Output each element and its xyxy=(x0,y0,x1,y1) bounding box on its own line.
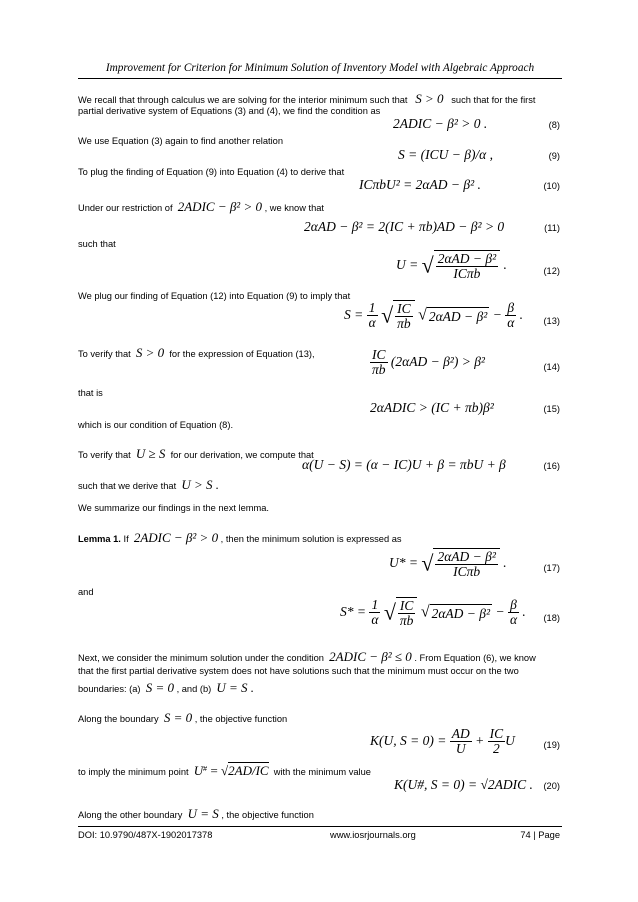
equation-12: U = √ $\frac{\text{2αAD − β²}}{\text{ICπb}}$ . xyxy=(396,251,507,282)
paragraph-7 xyxy=(78,346,315,361)
operator: − xyxy=(495,603,505,619)
text: boundaries: (a) xyxy=(78,684,141,694)
equation-number: (18) xyxy=(543,613,560,623)
radical-sign: √ xyxy=(383,599,396,625)
numerator: AD xyxy=(451,726,470,741)
radical-sign: √ xyxy=(420,603,430,621)
paragraph-12: We summarize our findings in the next lemma. xyxy=(78,503,270,513)
numerator: β xyxy=(510,597,517,612)
numerator: 1 xyxy=(371,597,379,612)
paragraph-2: We use Equation (3) again to find another relation xyxy=(78,136,284,146)
paragraph-13: and xyxy=(78,587,94,597)
paragraph-9: which is our condition of Equation (8). xyxy=(78,420,234,430)
numerator: β xyxy=(507,300,515,315)
text: To verify that xyxy=(78,450,131,460)
equation-number: (8) xyxy=(548,120,560,130)
numerator: IC xyxy=(489,726,504,741)
radical-sign: √ xyxy=(381,302,394,328)
text: such that for the first xyxy=(451,95,536,105)
operator: + xyxy=(475,732,485,748)
equation-9: S = (ICU − β)/α , xyxy=(398,147,494,162)
lhs: S = xyxy=(344,306,364,322)
paragraph-14-end xyxy=(78,681,254,696)
denominator: πb xyxy=(372,362,386,378)
text: Next, we consider the minimum solution under the condition xyxy=(78,653,324,663)
text: . From Equation (6), we know xyxy=(414,653,536,663)
text: , the objective function xyxy=(221,810,314,820)
inline-math: U = S . xyxy=(216,680,255,695)
text: If xyxy=(123,534,129,544)
equation-number: (12) xyxy=(543,266,560,276)
text: We recall that through calculus we are solving for the interior minimum such that xyxy=(78,95,408,105)
denominator: α xyxy=(371,612,379,628)
text: such that we derive that xyxy=(78,481,177,491)
text: Along the other boundary xyxy=(78,810,183,820)
denominator: πb xyxy=(397,316,411,332)
equation-14 xyxy=(370,348,485,377)
equation-number: (14) xyxy=(543,362,560,372)
footer-page-number: 74 | Page xyxy=(520,830,560,840)
footer-doi: DOI: 10.9790/487X-1902017378 xyxy=(78,830,213,840)
numerator: IC xyxy=(397,301,411,316)
lemma-label: Lemma 1. xyxy=(78,534,121,544)
text: , the objective function xyxy=(194,714,288,724)
equation-8: 2ADIC − β² > 0 . xyxy=(393,116,488,131)
equation-number: (16) xyxy=(543,461,560,471)
denominator: α xyxy=(368,315,376,331)
text: To verify that xyxy=(78,349,131,359)
lhs: U = xyxy=(396,256,419,272)
operator: − xyxy=(492,306,502,322)
equation-number: (10) xyxy=(543,181,560,191)
denominator: U xyxy=(450,741,472,756)
radical-sign: √ xyxy=(421,252,434,278)
inline-math: 2ADIC − β² > 0 xyxy=(133,530,219,545)
denominator: α xyxy=(509,612,518,628)
numerator: IC xyxy=(399,598,414,613)
radical-sign: √ xyxy=(421,550,434,576)
equation-20: K(U#, S = 0) = √2ADIC . xyxy=(394,777,533,792)
inline-math: S > 0 xyxy=(135,345,165,360)
text: for our derivation, we compute that xyxy=(170,450,314,460)
numerator: 2αAD − β² xyxy=(437,251,497,266)
denominator: ICπb xyxy=(436,266,498,281)
denominator: πb xyxy=(399,613,414,629)
variable: U xyxy=(505,732,515,748)
paragraph-6: We plug our finding of Equation (12) into Equation (9) to imply that xyxy=(78,291,351,301)
text: , and (b) xyxy=(176,684,212,694)
lemma-1 xyxy=(78,531,402,546)
paragraph-11 xyxy=(78,478,219,493)
equation-number: (20) xyxy=(543,781,560,791)
inline-math: U = S xyxy=(187,806,219,821)
paragraph-14-cont: that the first partial derivative system does not have solutions such that the minimum must occur on the two xyxy=(78,666,519,676)
inline-math: U > S . xyxy=(181,477,220,492)
lhs: U* = xyxy=(389,554,418,570)
lhs: K(U, S = 0) = xyxy=(370,732,447,748)
paragraph-15 xyxy=(78,711,287,726)
inline-math: S = 0 xyxy=(145,680,174,695)
numerator: 2αAD − β² xyxy=(437,549,496,564)
numerator: IC xyxy=(372,347,386,362)
text: to imply the minimum point xyxy=(78,767,189,778)
header-rule xyxy=(78,78,562,79)
inline-math: 2ADIC − β² ≤ 0 xyxy=(329,649,412,664)
equation-18: S* = $\frac{1}{\alpha}$ √ $\frac{IC}{\pi b}$ √ 2αAD − β² − $\frac{\beta}{\alpha}$ . xyxy=(340,597,526,629)
text: , then the minimum solution is expressed as xyxy=(220,534,402,544)
text: Along the boundary xyxy=(78,714,159,724)
paragraph-5: such that xyxy=(78,239,116,249)
equation-number: (11) xyxy=(544,223,560,233)
paragraph-16: to imply the minimum point U# = √2AD/IC with the minimum value xyxy=(78,763,371,779)
denominator: α xyxy=(507,315,515,331)
inline-math: 2ADIC − β² > 0 xyxy=(177,199,262,214)
lhs: S* = xyxy=(340,603,366,619)
inline-math: S = 0 xyxy=(163,710,193,725)
paragraph-3: To plug the finding of Equation (9) into Equation (4) to derive that xyxy=(78,167,345,177)
radicand: 2αAD − β² xyxy=(431,605,491,621)
footer-site: www.iosrjournals.org xyxy=(330,830,416,840)
equation-10: ICπbU² = 2αAD − β² . xyxy=(359,177,481,192)
text: Under our restriction of xyxy=(78,203,173,213)
numerator: 1 xyxy=(368,300,376,315)
equation-number: (15) xyxy=(543,404,560,414)
paragraph-4 xyxy=(78,200,324,215)
equation-number: (9) xyxy=(548,151,560,161)
running-title: Improvement for Criterion for Minimum Solution of Inventory Model with Algebraic Approach xyxy=(105,62,535,74)
paragraph-8: that is xyxy=(78,388,103,398)
text: , we know that xyxy=(264,203,325,213)
equation-16: α(U − S) = (α − IC)U + β = πbU + β xyxy=(302,457,506,472)
equation-17: U* = √ $\frac{\text{2αAD − β²}}{\text{ICπb}}$ . xyxy=(389,549,507,580)
radicand: 2AD/IC xyxy=(228,763,269,779)
radicand: 2αAD − β² xyxy=(428,308,488,324)
equation-19 xyxy=(370,727,515,756)
radical-sign: √ xyxy=(418,306,427,324)
denominator: 2 xyxy=(488,741,506,756)
text: for the expression of Equation (13), xyxy=(169,349,315,359)
equation-number: (19) xyxy=(543,740,560,750)
paragraph-10 xyxy=(78,447,314,462)
expression: (2αAD − β²) > β² xyxy=(390,353,485,369)
inline-math: U xyxy=(193,763,204,779)
equation-number: (13) xyxy=(543,316,560,326)
paragraph-14 xyxy=(78,650,536,665)
inline-math: U ≥ S xyxy=(135,446,166,461)
equation-13: S = $\frac{1}{\alpha}$ √ $\frac{IC}{\pi b}$ √ 2αAD − β² − $\frac{\beta}{\alpha}$ . xyxy=(344,300,524,332)
equation-number: (17) xyxy=(543,563,560,573)
inline-math: S > 0 xyxy=(415,91,444,106)
paragraph-1-cont: partial derivative system of Equations (3) and (4), we find the condition as xyxy=(78,106,381,116)
footer-rule xyxy=(78,826,562,827)
paragraph-17 xyxy=(78,807,314,822)
equation-11: 2αAD − β² = 2(IC + πb)AD − β² > 0 xyxy=(304,219,505,234)
text: with the minimum value xyxy=(273,767,371,778)
denominator: ICπb xyxy=(435,564,497,579)
equation-15: 2αADIC > (IC + πb)β² xyxy=(370,400,494,415)
